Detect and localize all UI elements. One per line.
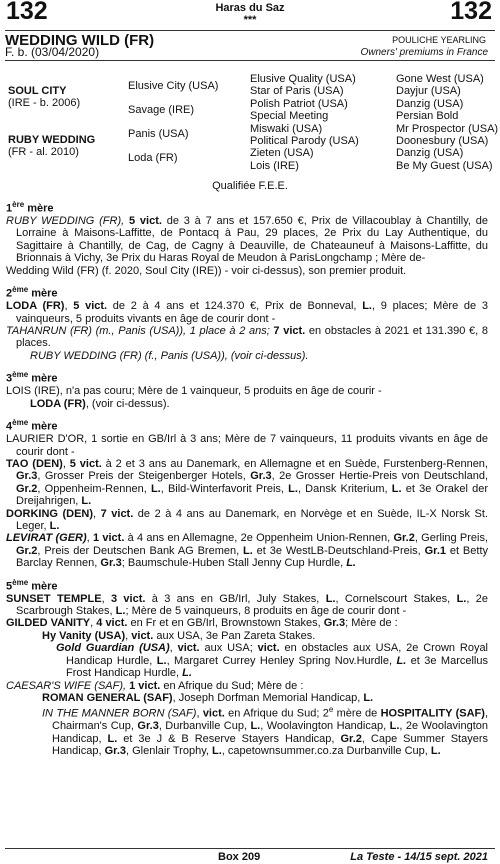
consignor-name: Haras du Saz: [215, 2, 285, 14]
text-bold-italic: Gold Guardian (USA): [56, 642, 170, 655]
text-bold: 7 vict.: [100, 507, 134, 520]
dam-4-paragraph: LAURIER D'OR, 1 sortie en GB/Irl à 3 ans; Mère de 7 vainqueurs, 11 produits vivants en âge de courir dont -: [6, 433, 488, 458]
text: et Betty Barclay Rennen,: [16, 544, 488, 570]
pedigree-gen2-2: Savage (IRE): [128, 104, 195, 116]
section-num: 1: [6, 202, 13, 215]
pedigree-gen4-item: Gone West (USA): [396, 73, 484, 85]
dam-5-produce-1: [6, 617, 488, 629]
text: aux USA;: [199, 642, 258, 655]
text-bold: Gr.2: [340, 732, 362, 745]
text-bold: 5 vict.: [73, 300, 108, 313]
dam-5-produce-2-1: [6, 692, 488, 704]
section-sup: ème: [12, 370, 29, 380]
dam-2-produce-2: RUBY WEDDING (FR) (f., Panis (USA)), (voir ci-dessus).: [30, 349, 309, 362]
section-heading-3: [6, 369, 488, 385]
text: , Joseph Dorfman Memorial Handicap,: [172, 691, 364, 704]
pedigree-gen3-item: Political Parody (USA): [250, 134, 359, 147]
text: ,: [90, 617, 97, 630]
text: mère de: [333, 707, 381, 720]
pedigree-gen4-item: Danzig (USA): [396, 97, 464, 110]
pedigree-gen4-item: Dayjur (USA): [396, 85, 461, 98]
dam-2-produce-1: [6, 325, 488, 350]
section-num: 3: [6, 372, 13, 385]
text: à 3 ans en GB/Irl, July Stakes,: [145, 592, 326, 605]
dam-1-produce: Wedding Wild (FR) (f. 2020, Soul City (IRE)) - voir ci-dessus), son premier produit.: [6, 264, 407, 277]
sire-name: SOUL CITY: [8, 85, 67, 97]
dam-3-paragraph: LOIS (IRE), n'a pas couru; Mère de 1 vainqueur, 5 produits en âge de courir -: [6, 385, 382, 398]
text-bold: Gr.3: [16, 470, 38, 483]
text: en Afrique du Sud; 2: [224, 707, 329, 720]
consignor-stars: ***: [243, 14, 257, 26]
consignor-header: [0, 2, 500, 26]
text-bold: L.: [250, 720, 261, 733]
text: , Gerling Preis,: [414, 532, 489, 545]
dam-1-paragraph: [6, 215, 488, 265]
text-bold: ROMAN GENERAL (SAF): [42, 691, 173, 704]
pedigree-gen3-item: Lois (IRE): [250, 159, 299, 172]
pedigree-gen2-3: Panis (USA): [128, 128, 189, 140]
section-word: mère: [28, 287, 58, 300]
dam-5-produce-2: [6, 680, 488, 692]
horse-name: WEDDING WILD (FR): [5, 32, 155, 49]
text-bold: Gr.3: [323, 617, 346, 630]
text-bold: L.: [325, 592, 336, 605]
text: ,: [93, 507, 101, 520]
qualification: Qualifiée F.E.E.: [212, 180, 288, 192]
pedigree-sire: [8, 85, 80, 109]
text: , Durbanville Cup,: [158, 720, 251, 733]
text-bold-italic: L.: [182, 667, 192, 680]
pedigree-gen4-item: Mr Prospector (USA): [396, 122, 499, 135]
text-bold: L.: [81, 495, 92, 508]
horse-category: POULICHE YEARLING: [392, 35, 486, 45]
text-bold: Gr.3: [137, 720, 159, 733]
text-bold: SUNSET TEMPLE: [6, 592, 102, 605]
footer-divider: [5, 848, 495, 849]
text: de 2 à 4 ans et 124.370 €, Prix de Bonneval,: [107, 300, 363, 313]
text: ,: [169, 642, 178, 655]
section-num: 4: [6, 420, 13, 433]
text: ; Mère de 5 vainqueurs, 8 produits en âge de courir dont -: [125, 605, 407, 618]
text: ; Baumschule-Huben Stall Jenny Cup Hurdle,: [121, 557, 347, 570]
text-bold: 4 vict.: [96, 617, 128, 630]
text-italic: CAESAR'S WIFE (SAF),: [6, 679, 130, 692]
text-bold: Gr.3: [100, 557, 122, 570]
section-heading-5: [6, 577, 488, 593]
pedigree-gen3-item: Zieten (USA): [250, 147, 314, 160]
text-bold: Gr.2: [393, 532, 415, 545]
owners-premiums: Owners' premiums in France: [360, 47, 488, 58]
text-bold: L.: [243, 544, 253, 557]
text: RUBY WEDDING (FR),: [6, 215, 129, 228]
text: , Glenlair Trophy,: [126, 745, 212, 758]
lot-number: 132: [6, 0, 48, 25]
text-bold: GILDED VANITY: [6, 617, 91, 630]
text: ,: [64, 300, 74, 313]
text: ,: [86, 532, 93, 545]
text: de 3 à 7 ans et 157.650 €, Prix de Villacoublay à Chantilly, de Lorraine à Maisons-Laffitte, de Pontacq à Pau, 29 places, 2e Prix du Lay Authentique, du Sagittaire à Chantilly, de Cag, de Cagny à Deauville, de Chateauneuf à Maisons-Laffitte, du Brionnais à Vichy, 3e Prix du Haras Royal de Meudon à ParisLongchamp ; Mère de-: [16, 215, 489, 265]
text-bold-italic: L.: [346, 557, 356, 570]
text: en Fr et en GB/Irl, Brownstown Stakes,: [127, 617, 324, 630]
section-num: 5: [6, 580, 13, 593]
box-number: Box 209: [218, 851, 261, 863]
text: à 4 ans en Allemagne, 2e Oppenheim Union-Rennen,: [124, 532, 394, 545]
section-sup: ème: [12, 418, 29, 428]
text-bold: L.: [115, 605, 126, 618]
text: ,: [101, 592, 111, 605]
text-bold-italic: LEVIRAT (GER): [6, 532, 87, 545]
text-bold: L.: [107, 732, 118, 745]
text: , Oppenheim-Rennen,: [37, 482, 151, 495]
text-bold: Gr.2: [16, 544, 38, 557]
text: , 2e Woolavington Handicap,: [52, 720, 488, 745]
text: , 2e Grosser Hertie-Preis von Deutschland,: [271, 470, 489, 483]
text: en obstacles à 2021 et 131.390 €, 8 places.: [16, 324, 488, 350]
section-word: mère: [28, 580, 58, 593]
dam-5-paragraph: [6, 593, 488, 618]
text-bold: L.: [389, 720, 400, 733]
divider: [5, 30, 495, 31]
text: , Woolavington Handicap,: [260, 720, 390, 733]
text-bold: Gr.3: [250, 470, 272, 483]
text-bold: vict.: [177, 642, 200, 655]
pedigree-dam: [8, 134, 95, 158]
divider: [5, 60, 495, 61]
section-num: 2: [6, 287, 13, 300]
text: , Margaret Currey Henley Spring Nov.Hurdle,: [166, 654, 397, 667]
text: , Cape Summer Stayers Handicap,: [52, 732, 489, 758]
text-bold: L.: [156, 654, 167, 667]
text-bold: L.: [150, 482, 161, 495]
text: , 2e Scarbrough Stakes,: [16, 592, 488, 618]
text-bold: L.: [456, 592, 467, 605]
catalogue-body: [6, 192, 488, 758]
pedigree-gen3-item: Elusive Quality (USA): [250, 73, 356, 85]
sire-detail: (IRE - b. 2006): [8, 97, 81, 109]
section-sup: ème: [12, 577, 29, 587]
text: , capetownsummer.co.za Durbanville Cup,: [221, 745, 431, 758]
text: ; Mère de :: [345, 617, 398, 630]
text: et 3e Orakel der Dreijahrigen,: [16, 482, 488, 508]
text-bold: L.: [391, 482, 402, 495]
text: ,: [125, 629, 132, 642]
text-bold: 1 vict.: [93, 532, 125, 545]
section-word: mère: [28, 372, 58, 385]
text-bold: LODA (FR): [6, 300, 65, 313]
text: , Chairman's Cup,: [52, 707, 488, 733]
text: ,: [196, 707, 203, 720]
text-bold: DORKING (DEN): [6, 507, 94, 520]
horse-sex-birth: F. b. (03/04/2020): [5, 45, 100, 59]
text-bold: L.: [49, 519, 60, 532]
text: , Dansk Kriterium,: [297, 482, 392, 495]
pedigree-gen4-item: Be My Guest (USA): [396, 159, 493, 172]
text-bold: L.: [212, 745, 222, 758]
pedigree-gen3-item: Polish Patriot (USA): [250, 97, 348, 110]
text: de 2 à 4 ans au Danemark, en Norvège et en Suède, IL-X Norsk St. Leger,: [16, 507, 488, 532]
pedigree-gen3-item: Miswaki (USA): [250, 122, 323, 135]
text: , Preis der Deutschen Bank AG Bremen,: [37, 544, 244, 557]
dam-4-produce-3: [6, 532, 488, 569]
text: , Grosser Preis der Steigenberger Hotels,: [37, 470, 251, 483]
text-bold: L.: [363, 691, 374, 704]
dam-4-produce-2: [6, 508, 488, 533]
dam-3-produce: [6, 398, 488, 410]
text: et 3e J & B Reserve Stayers Handicap,: [117, 732, 341, 745]
text: et 3e Marcellus Frost Handicap Hurdle,: [66, 654, 488, 680]
pedigree-gen4-item: Danzig (USA): [396, 147, 464, 160]
text-bold-italic: L.: [396, 654, 407, 667]
section-word: mère: [28, 420, 58, 433]
text: ,: [62, 457, 70, 470]
dam-name: RUBY WEDDING: [8, 134, 96, 146]
section-heading-1: [6, 199, 488, 215]
text-bold: L.: [362, 300, 372, 313]
text: , 9 places; Mère de 3 vainqueurs, 5 produits vivants en âge de courir dont -: [16, 300, 488, 325]
dam-5-produce-1-1: [6, 630, 488, 642]
lot-number-right: 132: [450, 0, 492, 25]
text-bold: Gr.3: [104, 745, 126, 758]
text-italic: IN THE MANNER BORN (SAF): [42, 707, 197, 720]
text-bold: 3 vict.: [110, 592, 146, 605]
text-bold: 5 vict.: [128, 215, 162, 228]
text-bold: 7 vict.: [273, 324, 306, 337]
section-sup: ème: [12, 285, 29, 295]
dam-detail: (FR - al. 2010): [8, 146, 79, 158]
text: en obstacles aux USA, 2e Crown Royal Handicap Hurdle,: [66, 642, 489, 667]
text: , Cornelscourt Stakes,: [335, 592, 457, 605]
text-bold: vict.: [257, 642, 280, 655]
text-sup: e: [328, 705, 334, 715]
text-bold: HOSPITALITY (SAF): [380, 707, 485, 720]
text-bold: TAO (DEN): [6, 457, 63, 470]
text-italic: TAHANRUN (FR) (m., Panis (USA)), 1 place à 2 ans;: [6, 324, 274, 337]
section-heading-2: [6, 284, 488, 300]
pedigree-gen4-item: Persian Bold: [396, 110, 459, 123]
text-bold: L.: [430, 745, 441, 758]
text: , (voir ci-dessus).: [85, 397, 170, 410]
dam-5-produce-1-2: [6, 642, 488, 679]
pedigree-gen3-item: Special Meeting: [250, 110, 329, 123]
text: et 3e WestLB-Deutschland-Preis,: [252, 544, 425, 557]
section-sup: ère: [12, 200, 25, 209]
text-bold: LODA (FR): [30, 397, 86, 410]
sale-info: La Teste - 14/15 sept. 2021: [350, 851, 488, 863]
pedigree-gen4: [396, 73, 498, 172]
pedigree-gen4-item: Doonesbury (USA): [396, 134, 489, 147]
dam-5-produce-2-2: [6, 704, 488, 757]
text: , Bild-Winterfavorit Preis,: [160, 482, 289, 495]
section-heading-4: [6, 417, 488, 433]
text-bold: Gr.1: [424, 544, 447, 557]
text-bold: vict.: [202, 707, 225, 720]
text-bold: 1 vict.: [129, 679, 161, 692]
pedigree-gen2-4: Loda (FR): [128, 152, 178, 164]
text: aux USA, 3e Pan Zareta Stakes.: [153, 629, 316, 642]
section-word: mère: [24, 202, 54, 215]
pedigree-gen2-1: Elusive City (USA): [128, 80, 219, 92]
text-bold: L.: [288, 482, 298, 495]
text: à 2 et 3 ans au Danemark, en Allemagne et en Suède, Furstenberg-Rennen,: [101, 457, 488, 470]
dam-4-produce-1: [6, 458, 488, 508]
text-bold: Hy Vanity (USA): [42, 629, 126, 642]
text-bold: vict.: [131, 629, 154, 642]
text-bold: 5 vict.: [69, 457, 102, 470]
pedigree-gen3: [250, 73, 359, 172]
dam-2-paragraph: [6, 300, 488, 325]
pedigree-gen3-item: Star of Paris (USA): [250, 85, 344, 98]
text-bold: Gr.2: [16, 482, 38, 495]
text: en Afrique du Sud; Mère de :: [160, 679, 304, 692]
